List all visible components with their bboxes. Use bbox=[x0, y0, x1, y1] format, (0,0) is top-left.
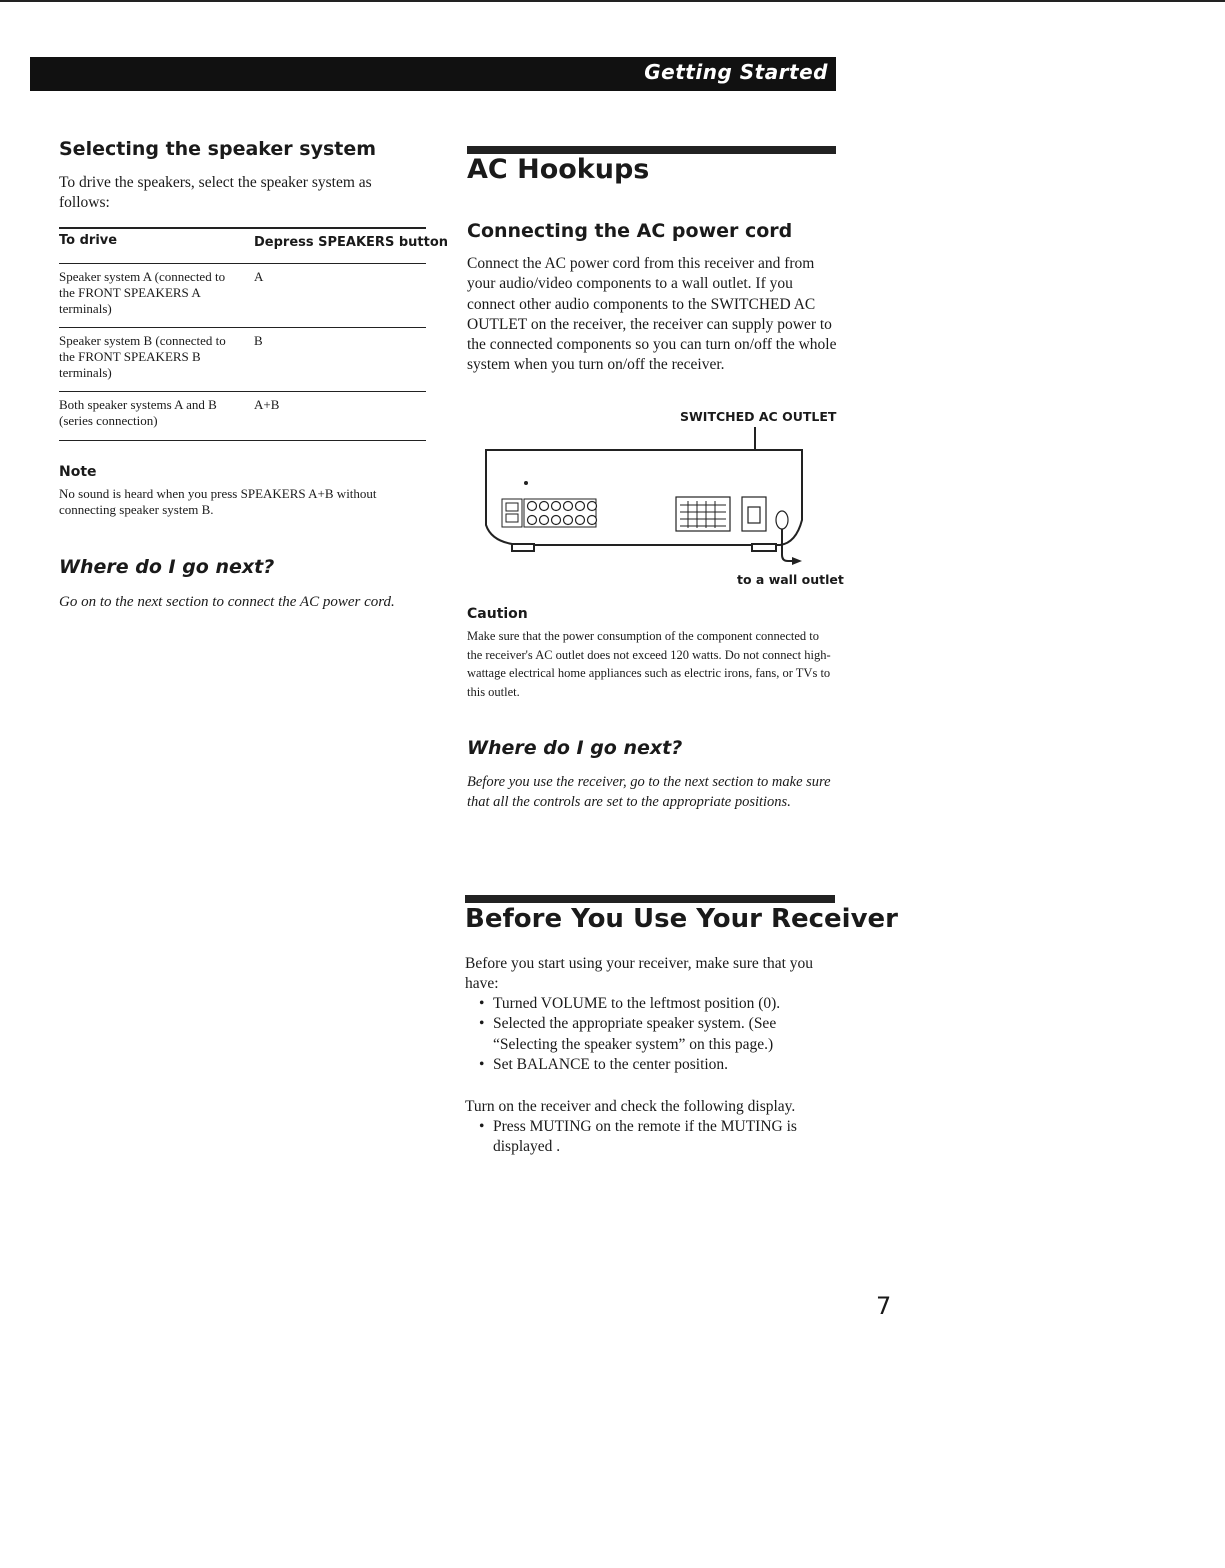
table-row-1-button: A bbox=[254, 269, 264, 284]
receiver-rear-panel-illustration bbox=[480, 425, 830, 575]
table-row-1-drive: Speaker system A (connected to the FRONT SPEAKERS A terminals) bbox=[59, 269, 226, 316]
table-header-depress-button: Depress SPEAKERS button bbox=[254, 235, 449, 250]
before-you-use-intro: Before you start using your receiver, make sure that you have: bbox=[465, 955, 814, 993]
before-you-use-checklist bbox=[465, 994, 815, 1075]
checklist-item: • Selected the appropriate speaker system. (See “Selecting the speaker system” on this page.) bbox=[465, 1014, 815, 1055]
table-row-2-button: B bbox=[254, 333, 263, 348]
switched-ac-outlet-label: SWITCHED AC OUTLET bbox=[680, 409, 837, 424]
section-header-title: Getting Started bbox=[644, 60, 828, 84]
note-label: Note bbox=[59, 464, 97, 480]
wall-outlet-label: to a wall outlet bbox=[737, 572, 844, 587]
section-header-bar bbox=[30, 57, 836, 91]
top-border-rule bbox=[0, 0, 1225, 2]
right-next-heading: Where do I go next? bbox=[467, 737, 683, 759]
note-text: No sound is heard when you press SPEAKERS A+B without connecting speaker system B. bbox=[59, 486, 377, 517]
caution-label: Caution bbox=[467, 606, 528, 622]
speaker-system-heading: Selecting the speaker system bbox=[59, 138, 377, 160]
left-next-heading: Where do I go next? bbox=[59, 556, 275, 578]
before-you-use-bar bbox=[465, 895, 835, 903]
table-row-rule bbox=[59, 391, 426, 392]
page-number: 7 bbox=[876, 1292, 892, 1320]
before-you-use-title: Before You Use Your Receiver bbox=[465, 904, 898, 934]
checklist-item: • Turned VOLUME to the leftmost position (0). bbox=[465, 994, 815, 1014]
left-next-text: Go on to the next section to connect the AC power cord. bbox=[59, 594, 395, 610]
ac-power-cord-text: Connect the AC power cord from this receiver and from your audio/video components to a wall outlet. If you connect other audio components to the SWITCHED AC OUTLET on the receiver, the receiver can supply power to the connected components so you can turn on/off the whole system when you turn on/off the receiver. bbox=[467, 255, 837, 374]
table-header-to-drive: To drive bbox=[59, 233, 118, 248]
table-bottom-rule bbox=[59, 440, 426, 441]
ac-power-cord-subheading: Connecting the AC power cord bbox=[467, 220, 793, 242]
right-next-text: Before you use the receiver, go to the next section to make sure that all the controls are set to the appropriate positions. bbox=[467, 774, 831, 811]
speaker-system-intro: To drive the speakers, select the speaker system as follows: bbox=[59, 174, 372, 212]
turn-on-text: Turn on the receiver and check the following display. bbox=[465, 1098, 796, 1115]
table-row-3-drive: Both speaker systems A and B (series connection) bbox=[59, 397, 217, 428]
table-top-rule bbox=[59, 227, 426, 229]
table-row-2-drive: Speaker system B (connected to the FRONT SPEAKERS B terminals) bbox=[59, 333, 226, 380]
table-row-rule bbox=[59, 327, 426, 328]
table-header-rule bbox=[59, 263, 426, 264]
checklist-item: • Press MUTING on the remote if the MUTING is displayed . bbox=[465, 1117, 815, 1158]
ac-hookups-title: AC Hookups bbox=[467, 154, 650, 185]
caution-text: Make sure that the power consumption of the component connected to the receiver's AC outlet does not exceed 120 watts. Do not connect high-wattage electrical home appliances such as electric irons, fans, or TVs to this outlet. bbox=[467, 629, 831, 699]
turn-on-checklist bbox=[465, 1117, 815, 1158]
table-row-3-button: A+B bbox=[254, 397, 280, 412]
checklist-item: • Set BALANCE to the center position. bbox=[465, 1055, 815, 1075]
ac-hookups-bar bbox=[467, 146, 836, 154]
